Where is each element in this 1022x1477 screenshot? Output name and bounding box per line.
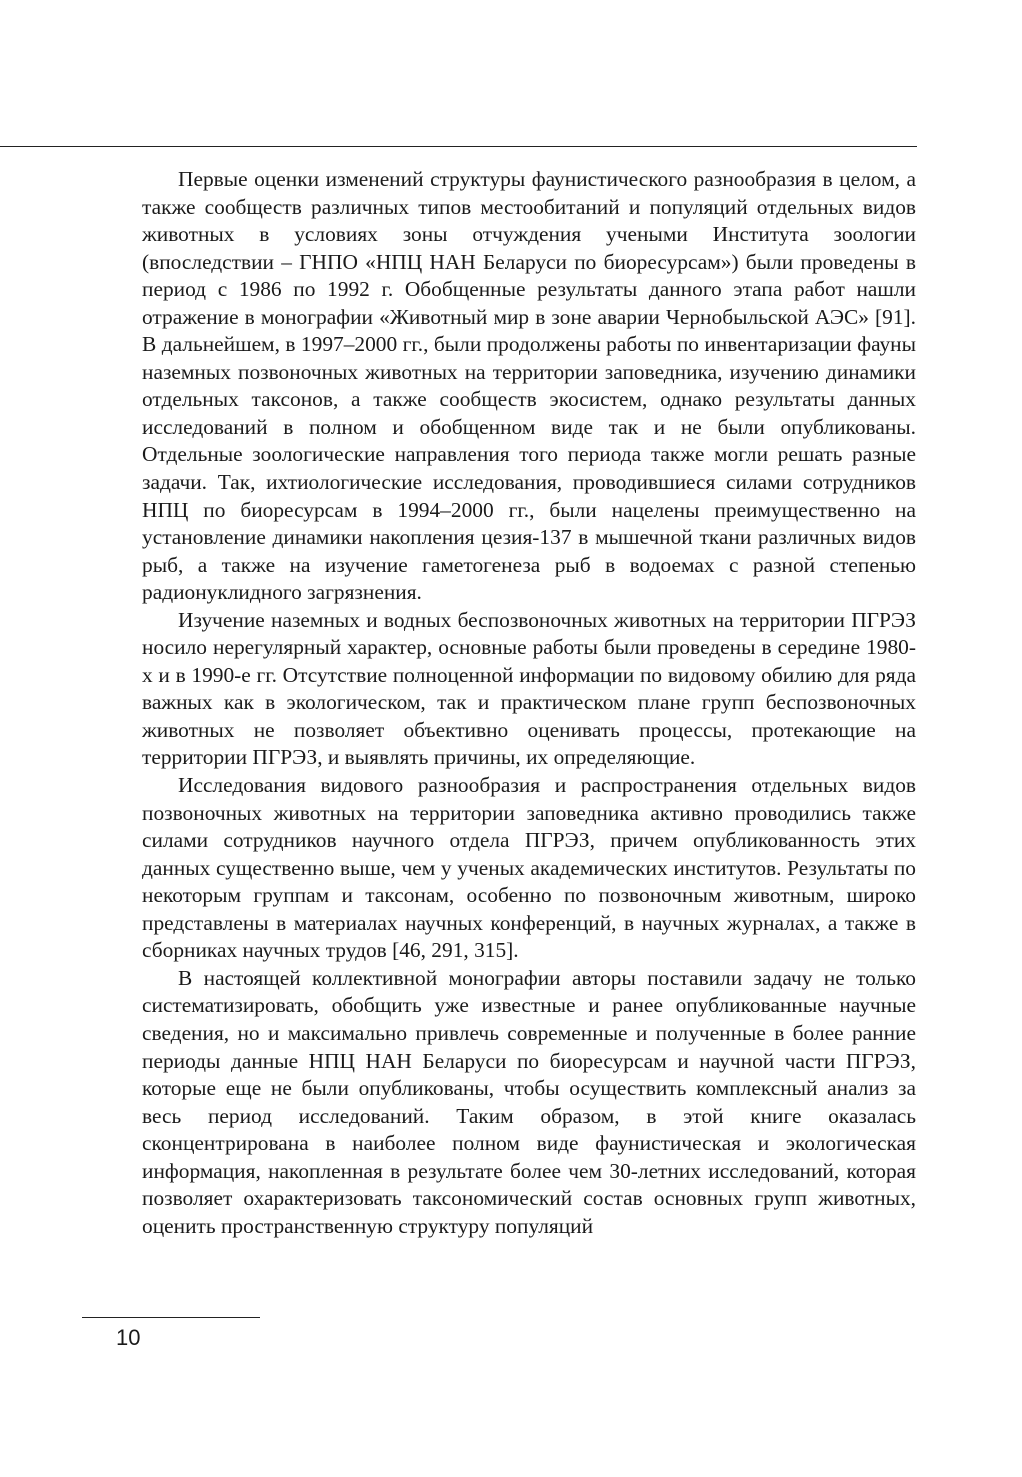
header-rule bbox=[0, 146, 917, 147]
paragraph-2: Изучение наземных и водных беспозвоночных животных на территории ПГРЭЗ носило нерегулярный характер, основные работы были проведены в середине 1980-х и в 1990-е гг. Отсутствие полноценной информации по видовому обилию для ряда важных как в экологическом, так и практическом плане групп беспозвоночных животных не позволяет объективно оценивать процессы, протекающие на территории ПГРЭЗ, и выявлять причины, их определяющие. bbox=[142, 607, 916, 770]
paragraph-4: В настоящей коллективной монографии авторы поставили задачу не только систематизировать, обобщить уже известные и ранее опубликованные научные сведения, но и максимально привлечь современные и полученные в более ранние периоды данные НПЦ НАН Беларуси по биоресурсам и научной части ПГРЭЗ, которые еще не были опубликованы, чтобы осуществить комплексный анализ за весь период исследований. Таким образом, в этой книге оказалась сконцентрирована в наиболее полном виде фаунистическая и экологическая информация, накопленная в результате более чем 30-летних исследований, которая позволяет охарактеризовать таксономический состав основных групп животных, оценить пространственную структуру популяций bbox=[142, 965, 916, 1238]
paragraph-3: Исследования видового разнообразия и распространения отдельных видов позвоночных животных на территории заповедника активно проводились также силами сотрудников научного отдела ПГРЭЗ, причем опубликованность этих данных существенно выше, чем у ученых академических институтов. Результаты по некоторым группам и таксонам, особенно по позвоночным животным, широко представлены в материалах научных конференций, в научных журналах, а также в сборниках научных трудов [46, 291, 315]. bbox=[142, 773, 916, 963]
body-text bbox=[142, 166, 916, 1240]
page-number: 10 bbox=[116, 1325, 141, 1350]
paragraph-1: Первые оценки изменений структуры фаунистического разнообразия в целом, а также сообществ различных типов местообитаний и популяций отдельных видов животных в условиях зоны отчуждения учеными Института зоологии (впоследствии – ГНПО «НПЦ НАН Беларуси по биоресурсам») были проведены в период с 1986 по 1992 г. Обобщенные результаты данного этапа работ нашли отражение в монографии «Животный мир в зоне аварии Чернобыльской АЭС» [91]. В дальнейшем, в 1997–2000 гг., были продолжены работы по инвентаризации фауны наземных позвоночных животных на территории заповедника, изучению динамики отдельных таксонов, а также сообществ экосистем, однако результаты данных исследований в полном и обобщенном виде так и не были опубликованы. Отдельные зоологические направления того периода также могли решать разные задачи. Так, ихтиологические исследования, проводившиеся силами сотрудников НПЦ по биоресурсам в 1994–2000 гг., были нацелены преимущественно на установление динамики накопления цезия-137 в мышечной ткани различных видов рыб, а также на изучение гаметогенеза рыб в водоемах с разной степенью радионуклидного загрязнения. bbox=[142, 167, 916, 605]
footer-rule bbox=[82, 1317, 260, 1318]
